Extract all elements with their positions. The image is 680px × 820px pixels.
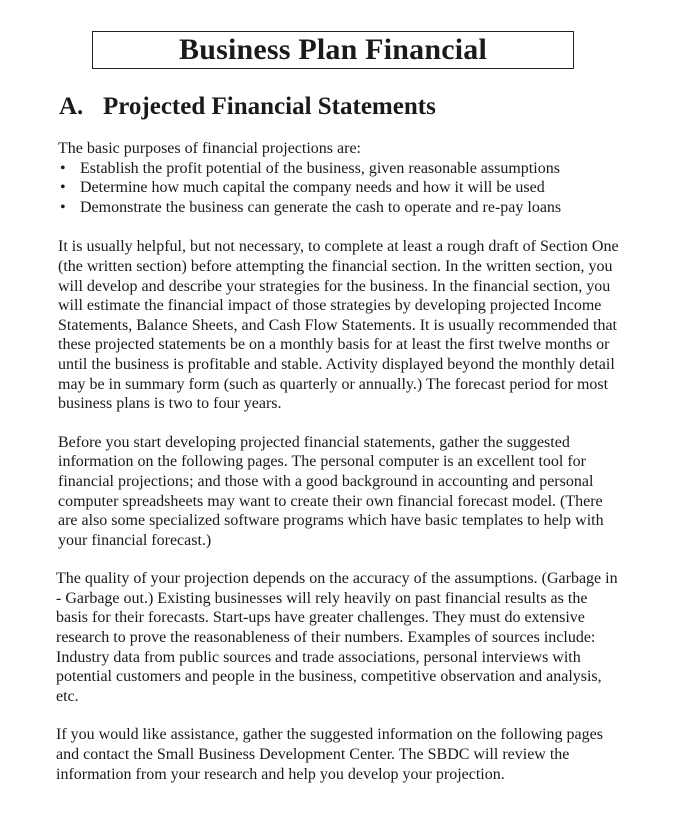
list-item: [58, 198, 620, 218]
paragraph-projection-quality: The quality of your projection depends on the accuracy of the assumptions. (Garbage in - Garbage out.) Existing businesses will rely heavily on past financial results as the basis for their forecasts. Start-ups have greater challenges. They must do extensive research to prove the reasonableness of their numbers. Examples of sources include: Industry data from public sources and trade associations, personal interviews with potential customers and people in the business, competitive observation and analysis, etc.: [56, 570, 618, 705]
bullet-icon: •: [60, 179, 66, 197]
paragraph-gather-info: Before you start developing projected financial statements, gather the suggested information on the following pages. The personal computer is an excellent tool for financial projections; and those with a good background in accounting and personal computer spreadsheets may want to create their own financial forecast model. (There are also some specialized software programs which have basic templates to help with your financial forecast.): [58, 433, 604, 549]
list-item-text: Determine how much capital the company needs and how it will be used: [80, 179, 545, 197]
purpose-list: [58, 159, 620, 218]
document-title: Business Plan Financial: [92, 31, 574, 69]
list-item: [58, 178, 620, 198]
bullet-icon: •: [60, 198, 66, 216]
list-item-text: Demonstrate the business can generate the cash to operate and re-pay loans: [80, 198, 562, 216]
intro-text: The basic purposes of financial projections are:: [58, 140, 361, 157]
section-heading: [59, 91, 436, 123]
document-body: [58, 139, 620, 803]
section-title: Projected Financial Statements: [103, 93, 436, 120]
paragraph-assistance: If you would like assistance, gather the suggested information on the following pages and contact the Small Business Development Center. The SBDC will review the information from your research and help you develop your projection.: [56, 726, 603, 783]
paragraph-draft-first: It is usually helpful, but not necessary, to complete at least a rough draft of Section One (the written section) before attempting the financial section. In the written section, you will develop and describe your strategies for the business. In the financial section, you will estimate the financial impact of those strategies by developing projected Income Statements, Balance Sheets, and Cash Flow Statements. It is usually recommended that these projected statements be on a monthly basis for at least the first twelve months or until the business is profitable and stable. Activity displayed beyond the monthly detail may be in summary form (such as quarterly or annually.) The forecast period for most business plans is two to four years.: [58, 238, 619, 413]
bullet-icon: •: [60, 159, 66, 177]
section-number: A.: [59, 93, 84, 120]
list-item: [58, 159, 620, 179]
list-item-text: Establish the profit potential of the business, given reasonable assumptions: [80, 159, 560, 177]
